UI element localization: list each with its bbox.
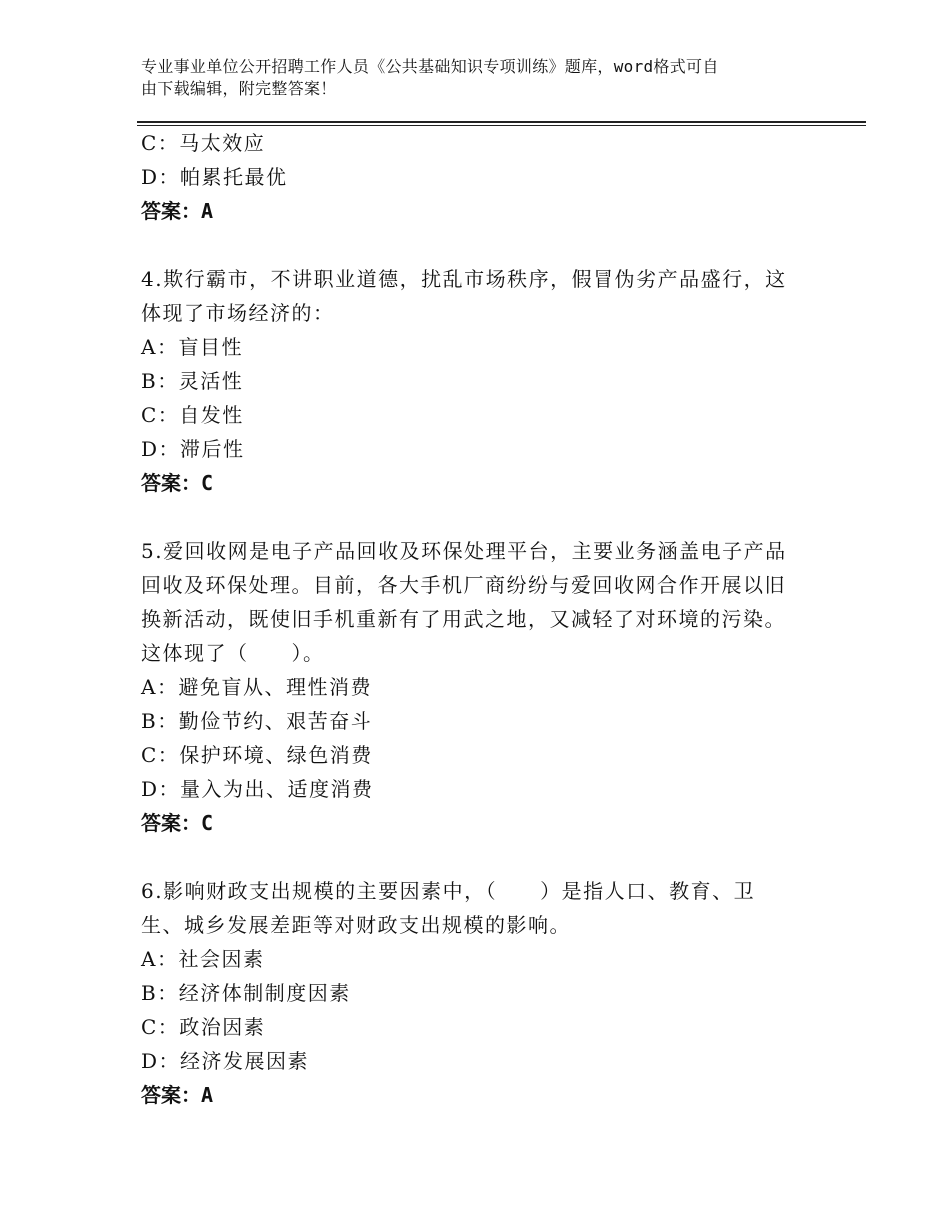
option-b: B：勤俭节约、艰苦奋斗 (141, 709, 373, 733)
question-stem: 6.影响财政支出规模的主要因素中，（ ）是指人口、教育、卫 (141, 879, 756, 903)
option-c: C：政治因素 (141, 1015, 266, 1039)
answer: 答案：C (141, 471, 214, 495)
option-a: A：盲目性 (141, 335, 243, 359)
option-c: C：保护环境、绿色消费 (141, 743, 373, 767)
answer: 答案：A (141, 199, 214, 223)
answer: 答案：C (141, 811, 214, 835)
document-header (141, 56, 821, 100)
option-a: A：社会因素 (141, 947, 265, 971)
option-d: D：帕累托最优 (141, 165, 288, 189)
question-continued (141, 126, 821, 228)
question-stem: 生、城乡发展差距等对财政支出规模的影响。 (141, 913, 571, 937)
option-b: B：灵活性 (141, 369, 244, 393)
answer: 答案：A (141, 1083, 214, 1107)
option-d: D：经济发展因素 (141, 1049, 310, 1073)
spacer (141, 500, 821, 534)
option-c: C：自发性 (141, 403, 244, 427)
question-list (141, 126, 821, 1112)
question-stem: 4.欺行霸市，不讲职业道德，扰乱市场秩序，假冒伪劣产品盛行，这 (141, 267, 787, 291)
option-a: A：避免盲从、理性消费 (141, 675, 372, 699)
question-5 (141, 534, 821, 840)
question-4 (141, 262, 821, 500)
header-divider (137, 121, 866, 123)
question-stem: 换新活动，既使旧手机重新有了用武之地，又减轻了对环境的污染。 (141, 607, 786, 631)
spacer (141, 840, 821, 874)
option-b: B：经济体制制度因素 (141, 981, 351, 1005)
header-line: 由下载编辑，附完整答案！ (141, 79, 337, 98)
header-line: 专业事业单位公开招聘工作人员《公共基础知识专项训练》题库，word格式可自 (141, 57, 719, 76)
question-6 (141, 874, 821, 1112)
option-d: D：滞后性 (141, 437, 245, 461)
question-stem: 回收及环保处理。目前，各大手机厂商纷纷与爱回收网合作开展以旧 (141, 573, 786, 597)
spacer (141, 228, 821, 262)
question-stem: 这体现了（ ）。 (141, 641, 325, 665)
question-stem: 体现了市场经济的： (141, 301, 335, 325)
question-stem: 5.爱回收网是电子产品回收及环保处理平台，主要业务涵盖电子产品 (141, 539, 787, 563)
option-c: C：马太效应 (141, 131, 266, 155)
option-d: D：量入为出、适度消费 (141, 777, 374, 801)
